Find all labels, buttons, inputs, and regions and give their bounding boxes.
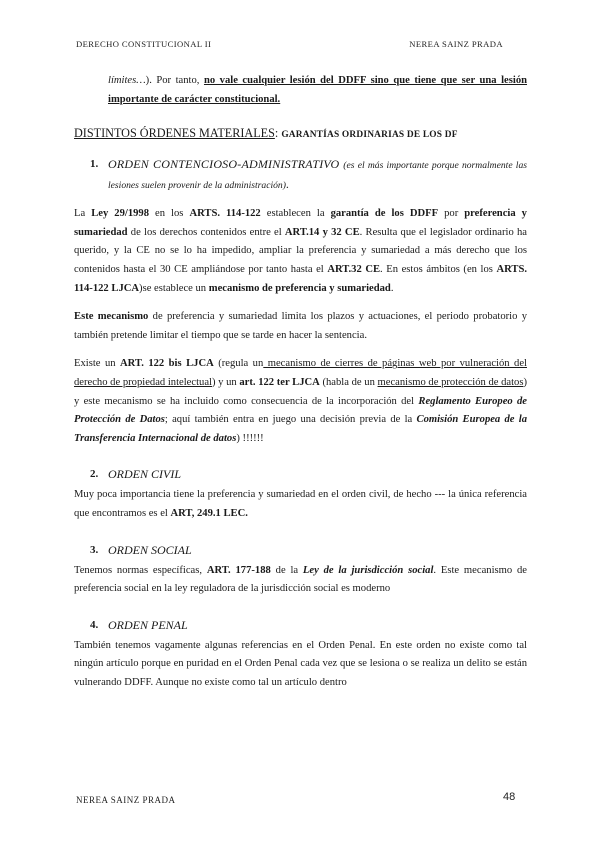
heading-number: 1. [90,158,99,171]
heading-number: 4. [90,618,99,631]
intro-text: ). Por tanto, [145,75,204,86]
page-body [74,72,527,692]
intro-italic: límites… [108,75,146,86]
heading-number: 2. [90,468,99,481]
heading-title: ORDEN CONTENCIOSO-ADMINISTRATIVO [108,157,340,172]
paragraph-ley-29-1998: La Ley 29/1998 en los ARTS. 114-122 establecen la garantía de los DDFF por preferencia y sumariedad de los derechos contenidos entre el ART.14 y 32 CE. Resulta que el legislador ordinario ha querido, y la CE no se lo ha impedido, ampliar la preferencia y sumariedad a más derecho que los contenidos hasta el 30 CE ampliándose por tanto hasta el ART.32 CE. En estos ámbitos (en los ARTS. 114-122 LJCA)se establece un mecanismo de preferencia y sumariedad. [74,208,527,294]
heading-title: ORDEN PENAL [108,617,188,632]
paragraph-mecanismo: Este mecanismo de preferencia y sumariedad limita los plazos y actuaciones, el periodo probatorio y también pretende limitar el tiempo que se tarde en hacer la sentencia. [74,311,528,341]
heading-note: (es el más importante porque normalmente las lesiones suelen provenir de la administración) [108,160,528,192]
heading-title: ORDEN CIVIL [108,467,181,482]
heading-title: ORDEN SOCIAL [108,542,192,557]
heading-item-2 [74,466,527,483]
header-right: NEREA SAINZ PRADA [409,39,503,49]
heading-item-4 [74,617,527,634]
section-title-sep: : [274,126,282,141]
paragraph-orden-civil: Muy poca importancia tiene la preferencia y sumariedad en el orden civil, de hecho --- la única referencia que encontramos es el ART, 249.1 LEC. [74,489,527,519]
section-title-small: GARANTÍAS ORDINARIAS DE LOS DF [281,130,458,141]
paragraph-art-122: Existe un ART. 122 bis LJCA (regula un mecanismo de cierres de páginas web por vulneración del derecho de propiedad intelectual) y un art. 122 ter LJCA (habla de un mecanismo de protección de datos) y este mecanismo se ha incluido como consecuencia de la incorporación del Reglamento Europeo de Protección de Datos; aquí también entra en juego una decisión previa de la Comisión Europea de la Transferencia Internacional de datos) !!!!!! [74,358,528,444]
footer-author: NEREA SAINZ PRADA [76,795,176,805]
section-title [74,125,527,143]
page-number: 48 [503,791,516,803]
section-title-main: DISTINTOS ÓRDENES MATERIALES [74,126,275,141]
intro-paragraph [74,72,527,109]
heading-item-1 [74,155,527,195]
paragraph-orden-social: Tenemos normas específicas, ART. 177-188 de la Ley de la jurisdicción social. Este mecanismo de preferencia social en la ley reguladora de la jurisdicción social es moderno [74,564,527,595]
intro-emphasis: no vale cualquier lesión del DDFF sino que tiene que ser una lesión importante de carácter constitucional. [108,75,528,105]
heading-number: 3. [90,543,99,556]
heading-note-end: . [285,177,289,192]
header-left: DERECHO CONSTITUCIONAL II [76,39,212,49]
heading-item-3 [74,542,527,559]
paragraph-orden-penal: También tenemos vagamente algunas referencias en el Orden Penal. En este orden no existe como tal ningún artículo porque en puridad en el Orden Penal cada vez que se lesiona o se realiza un delito se están vulnerando DDFF. Aunque no existe como tal un artículo dentro [74,639,527,688]
